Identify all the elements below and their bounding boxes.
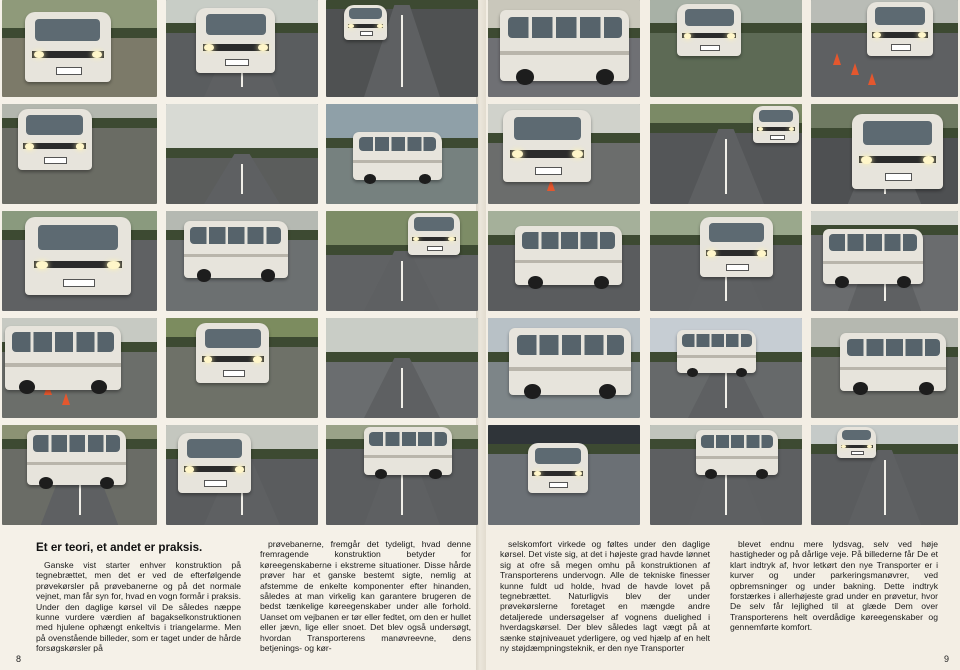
wheel <box>516 69 534 85</box>
wheel <box>599 384 616 399</box>
text-column-1 <box>36 560 241 654</box>
wheel <box>687 368 698 378</box>
photo-lane-marking <box>884 460 886 515</box>
van-front-view <box>503 110 591 182</box>
traffic-cone <box>868 73 876 85</box>
license-plate <box>535 167 562 175</box>
wheel <box>756 469 767 479</box>
van-side-view <box>840 333 946 391</box>
van-windshield <box>414 217 453 231</box>
test-drive-photo <box>2 425 157 525</box>
traffic-cone <box>62 393 70 405</box>
test-drive-photo <box>2 318 157 418</box>
test-drive-photo <box>650 425 802 525</box>
van-side-view <box>27 430 126 485</box>
test-drive-photo <box>488 0 640 97</box>
test-drive-photo <box>326 211 478 311</box>
van-windshield <box>206 14 266 35</box>
van-stripe <box>27 462 126 465</box>
van-windows <box>508 17 622 38</box>
traffic-cone <box>833 53 841 65</box>
van-front-view <box>528 443 589 493</box>
headlight <box>258 44 267 51</box>
wheel <box>429 469 441 480</box>
van-windows <box>33 435 120 451</box>
headlight <box>25 143 34 150</box>
test-drive-photo <box>166 425 318 525</box>
van-front-view <box>753 106 799 143</box>
van-stripe <box>184 254 287 257</box>
wheel <box>91 380 107 394</box>
van-windows <box>369 432 447 447</box>
van-front-view <box>852 114 943 189</box>
test-drive-photo <box>650 0 802 97</box>
headlight <box>204 44 213 51</box>
headlight <box>841 445 846 448</box>
wheel <box>594 276 609 289</box>
photo-lane-marking <box>401 261 403 301</box>
van-side-view <box>823 229 923 284</box>
wheel <box>524 384 541 399</box>
test-drive-photo <box>326 0 478 97</box>
paragraph: blevet endnu mere lydsvag, selv ved høje hastigheder og på dårlige veje. På billederne får De et klart indtryk af, hvor letkørt den nye Transporter er i kurver og under parkeringsmanøvrer, ved opbremsninger og under bakning. Dette indtryk forstærkes i allerhøjeste grad under en prøvetur, hvor De selv får lejlighed til at glæde Dem over Transporterens helt overdådige køreegenskaber og gennemførte komfort. <box>730 539 938 633</box>
headlight <box>867 445 872 448</box>
van-windshield <box>842 430 871 440</box>
van-windows <box>701 435 773 449</box>
van-windows <box>682 334 752 347</box>
test-drive-photo <box>811 0 958 97</box>
test-drive-photo <box>811 211 958 311</box>
headlight <box>348 24 353 28</box>
photo-sky <box>166 104 318 154</box>
headlight <box>377 24 382 28</box>
test-drive-photo <box>2 0 157 97</box>
van-windshield <box>187 439 242 458</box>
van-side-view <box>364 427 452 475</box>
text-column-4 <box>730 539 938 633</box>
test-drive-photo <box>488 318 640 418</box>
wheel <box>897 276 911 288</box>
photo-lane-marking <box>401 368 403 408</box>
van-front-view <box>677 4 741 56</box>
van-front-view <box>408 213 460 255</box>
test-drive-photo <box>166 318 318 418</box>
wheel <box>596 69 614 85</box>
license-plate <box>223 370 245 377</box>
van-stripe <box>677 355 756 358</box>
license-plate <box>700 45 720 51</box>
van-stripe <box>364 455 452 458</box>
van-stripe <box>696 456 778 459</box>
van-stripe <box>840 367 946 370</box>
test-drive-photo <box>2 211 157 311</box>
van-windshield <box>685 9 734 26</box>
photo-lane-marking <box>241 164 243 194</box>
wheel <box>853 382 868 395</box>
test-drive-photo <box>326 318 478 418</box>
wheel <box>39 477 53 489</box>
van-windshield <box>349 8 381 19</box>
van-windows <box>190 227 281 244</box>
van-side-view <box>500 10 629 81</box>
van-side-view <box>353 132 441 180</box>
paragraph: selskomfort virkede og føltes under den daglige kørsel. Det viste sig, at det i højeste grad havde lønnet sig at ofre så megen omhu på konstruktionen af Transporterens undervogn. Alle de tekniske finesser kunne fuldt ud holde, hvad de havde lovet på tegnebrættet. Naturligvis blev der under prøvekørslerne foretaget en mængde andre detaljerede undersøgelser af vognens duelighed i hverdagskørsel. Der blev således lagt vægt på at sænke støjniveauet yderligere, og ved hjælp af en helt ny støjdæmpningsteknik, er den nye Transporter <box>500 539 710 654</box>
test-drive-photo <box>811 425 958 525</box>
van-windows <box>359 137 437 152</box>
van-windshield <box>875 7 925 24</box>
van-stripe <box>823 261 923 264</box>
photo-lane-marking <box>725 139 727 194</box>
photo-lane-marking <box>725 368 727 408</box>
van-windshield <box>535 448 581 464</box>
van-front-view <box>196 323 269 383</box>
van-side-view <box>184 221 287 278</box>
license-plate <box>427 246 443 251</box>
van-side-view <box>515 226 621 285</box>
test-drive-photo <box>488 104 640 204</box>
paragraph: prøvebanerne, fremgår det tydeligt, hvad denne fremragende konstruktion betyder for køreegenskaberne i ekstreme situationer. Disse hårde prøver har et ganske bestemt sigte, nemlig at afstemme de enkelte komponenter efter hinanden, således at man virkelig kan garantere brugeren de bedst tænkelige køreegenskaber under alle forhold. Uanset om vejbanen er tør eller fedtet, om den er hullet eller jævn, lige eller snoet. Det blev også undersøgt, hvordan Transporterens manøvreevne, dens betjenings- og kør- <box>260 539 471 654</box>
van-side-view <box>677 330 756 373</box>
license-plate <box>726 264 748 271</box>
test-drive-photo <box>811 104 958 204</box>
license-plate <box>549 482 568 488</box>
wheel <box>364 174 376 185</box>
van-front-view <box>700 217 773 277</box>
van-front-view <box>196 8 275 73</box>
headlight <box>76 143 85 150</box>
license-plate <box>851 451 864 456</box>
test-drive-photo <box>811 318 958 418</box>
headlight <box>727 33 735 39</box>
wheel <box>705 469 716 479</box>
wheel <box>419 174 431 185</box>
article-heading: Et er teori, et andet er praksis. <box>36 541 203 554</box>
license-plate <box>891 44 912 50</box>
test-drive-photo <box>650 104 802 204</box>
van-side-view <box>696 430 778 475</box>
test-drive-photo <box>650 318 802 418</box>
van-windshield <box>863 121 932 145</box>
license-plate <box>56 67 82 75</box>
wheel <box>100 477 114 489</box>
van-windshield <box>38 225 118 250</box>
test-drive-photo <box>166 0 318 97</box>
van-stripe <box>353 160 441 163</box>
headlight <box>448 237 454 242</box>
paragraph: Ganske vist starter enhver konstruktion på tegnebrættet, men det er ved de efterfølgende prøvekørsler på prøvebanerne og på det normale vejnet, man får syn for, hvad en vogn formår i praksis. Under den daglige kørsel vil De således næppe kunne vurdere værdien af bagakselkonstruktionen med hjulene ophængt enkeltvis i triangelarme. Men på ovenstående billeder, som er taget under de hårde forsøgskørsler på <box>36 560 241 654</box>
van-front-view <box>867 2 933 56</box>
van-windows <box>12 332 114 351</box>
license-plate <box>44 157 67 164</box>
headlight <box>235 466 244 473</box>
page-number-left: 8 <box>16 654 22 664</box>
text-column-3 <box>500 539 710 653</box>
test-drive-photo <box>326 104 478 204</box>
van-side-view <box>5 326 121 390</box>
van-stripe <box>500 51 629 55</box>
wheel <box>19 380 35 394</box>
van-front-view <box>837 427 875 458</box>
van-windows <box>847 339 940 356</box>
van-windshield <box>26 115 83 135</box>
van-front-view <box>25 12 110 82</box>
van-front-view <box>25 217 130 295</box>
license-plate <box>204 480 226 487</box>
test-drive-photo <box>2 104 157 204</box>
test-drive-photo <box>650 211 802 311</box>
test-drive-photo <box>488 211 640 311</box>
wheel <box>261 269 275 282</box>
wheel <box>835 276 849 288</box>
van-stripe <box>5 363 121 367</box>
wheel <box>919 382 934 395</box>
van-windshield <box>709 223 764 242</box>
license-plate <box>770 135 785 140</box>
wheel <box>197 269 211 282</box>
van-windshield <box>759 110 794 122</box>
van-windshield <box>514 117 581 140</box>
van-side-view <box>509 328 631 395</box>
van-front-view <box>344 5 387 40</box>
van-windows <box>829 234 917 250</box>
van-stripe <box>509 367 631 371</box>
photo-lane-marking <box>401 15 403 88</box>
van-front-view <box>18 109 92 170</box>
van-front-view <box>178 433 251 493</box>
license-plate <box>885 173 913 181</box>
test-drive-photo <box>488 425 640 525</box>
van-windshield <box>205 329 260 348</box>
test-drive-photo <box>326 425 478 525</box>
van-stripe <box>515 260 621 264</box>
wheel <box>528 276 543 289</box>
test-drive-photo <box>166 211 318 311</box>
page-number-right: 9 <box>944 654 950 664</box>
test-drive-photo <box>166 104 318 204</box>
van-windows <box>522 232 616 250</box>
text-column-2 <box>260 539 471 653</box>
license-plate <box>225 59 249 66</box>
wheel <box>736 368 747 378</box>
van-windows <box>517 335 624 355</box>
license-plate <box>360 31 374 36</box>
van-windshield <box>35 19 100 41</box>
traffic-cone <box>851 63 859 75</box>
license-plate <box>63 279 95 287</box>
headlight <box>757 250 766 257</box>
